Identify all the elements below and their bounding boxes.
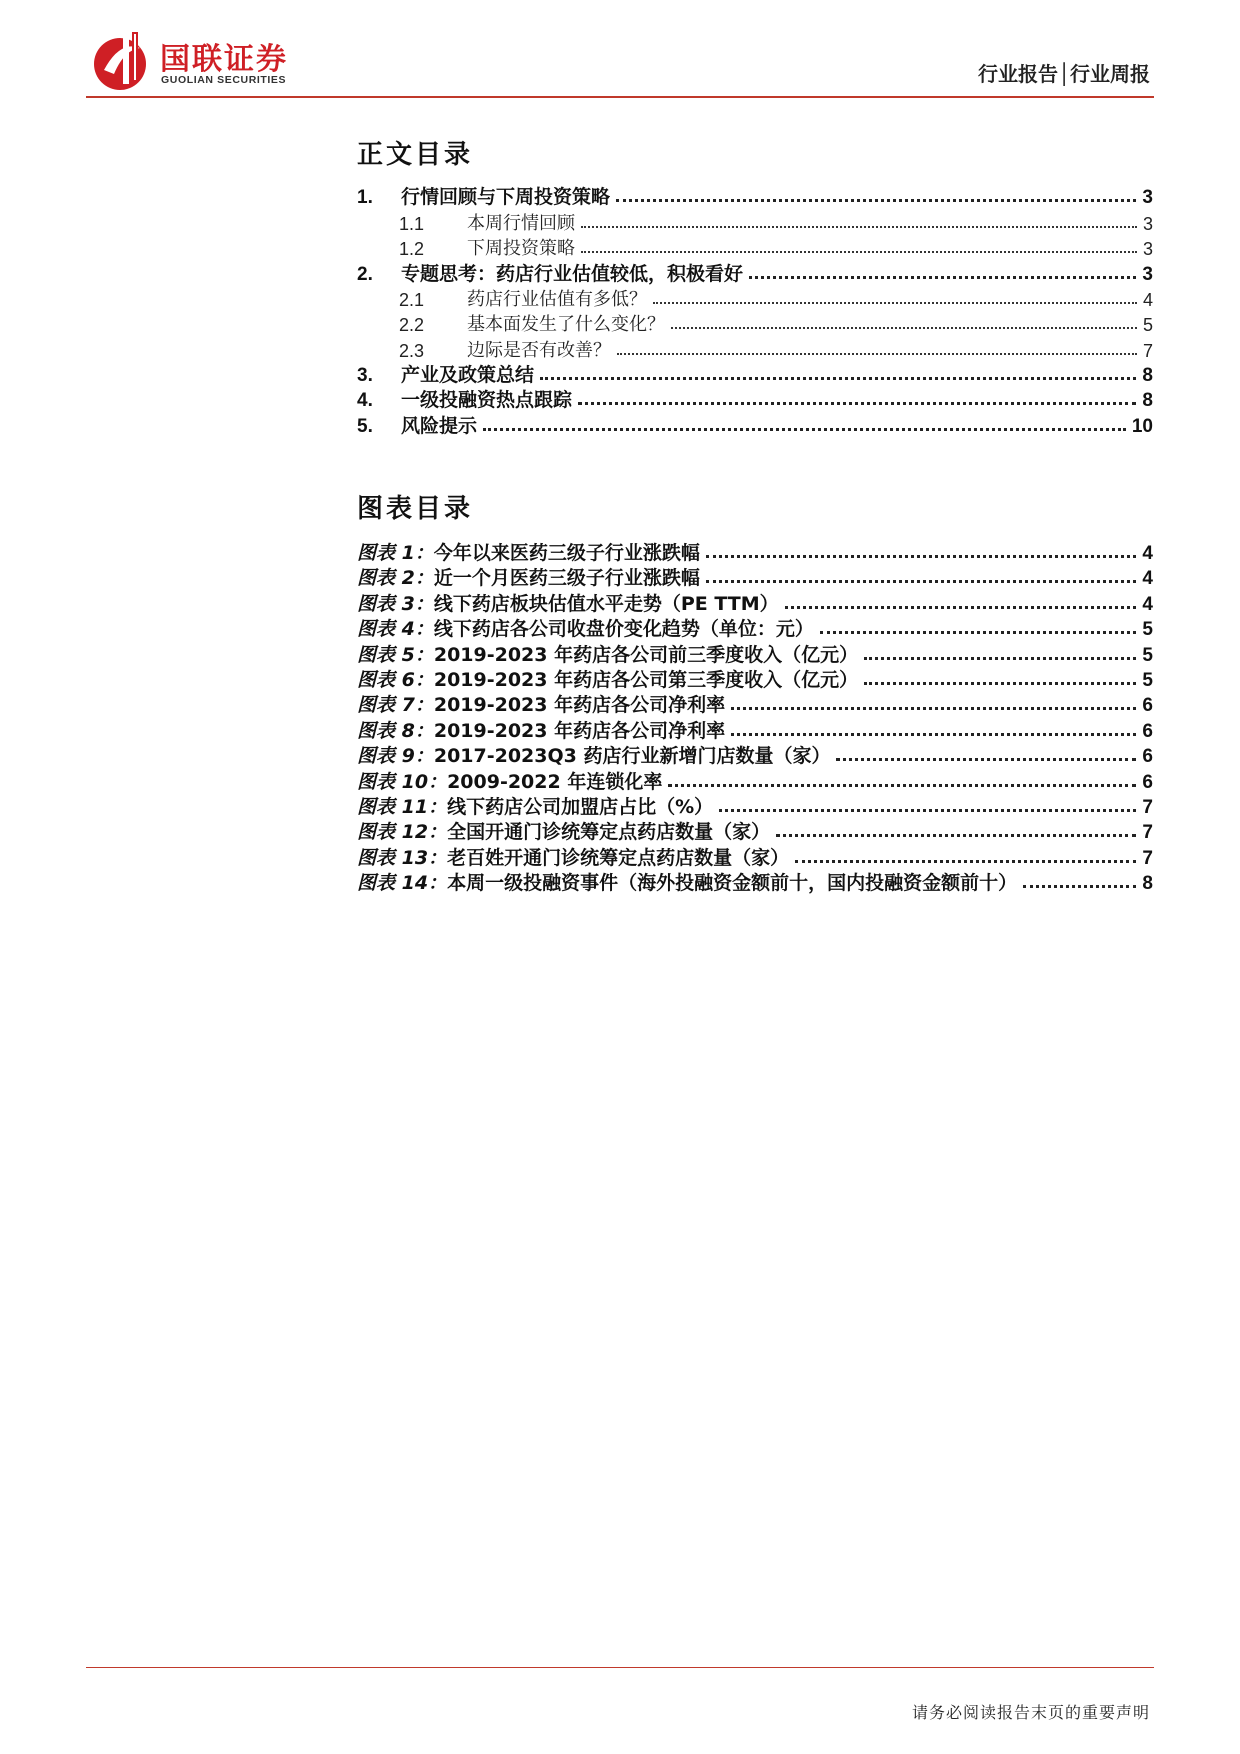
figure-title: 2017-2023Q3 药店行业新增门店数量（家） (433, 745, 831, 768)
figure-leader-dots (706, 580, 1137, 583)
toc-leader-dots (671, 327, 1137, 329)
figure-leader-dots (731, 733, 1136, 736)
toc-number: 1. (357, 187, 373, 208)
figure-entry[interactable] (357, 537, 1153, 565)
toc-entry[interactable] (357, 359, 1153, 387)
toc-leader-dots (616, 199, 1136, 202)
figure-leader-dots (785, 606, 1137, 609)
toc-page-number: 4 (1142, 290, 1153, 310)
figure-page-number: 6 (1142, 695, 1153, 717)
figure-leader-dots (836, 758, 1136, 761)
figure-title: 2019-2023 年药店各公司净利率 (433, 694, 726, 717)
footer-divider (86, 1667, 1154, 1668)
figure-number: 图表 2： (357, 567, 434, 590)
figure-title: 2019-2023 年药店各公司前三季度收入（亿元） (433, 643, 859, 666)
toc-number: 2.3 (399, 341, 425, 361)
toc-page-number: 8 (1142, 365, 1153, 386)
figure-entry[interactable] (357, 664, 1153, 692)
figure-entry[interactable] (357, 639, 1153, 667)
toc-leader-dots (581, 251, 1137, 253)
figure-leader-dots (1023, 885, 1136, 888)
figure-entry[interactable] (357, 715, 1153, 743)
figure-leader-dots (731, 707, 1136, 710)
figure-title: 2009-2022 年连锁化率 (447, 770, 663, 793)
toc-number: 2. (357, 264, 373, 285)
figure-page-number: 5 (1142, 670, 1153, 691)
document-type: 行业报告│行业周报 (977, 62, 1150, 86)
figure-number: 图表 11： (357, 796, 448, 818)
figure-entry[interactable] (357, 816, 1153, 844)
figure-entry[interactable] (357, 791, 1153, 819)
figure-page-number: 4 (1142, 593, 1153, 615)
page-header (0, 0, 1240, 100)
logo-english-name: GUOLIAN SECURITIES (161, 74, 287, 86)
figure-page-number: 7 (1142, 847, 1153, 869)
toc-page-number: 3 (1142, 214, 1153, 234)
figure-number: 图表 12： (357, 821, 448, 844)
figure-title: 本周一级投融资事件（海外投融资金额前十，国内投融资金额前十） (447, 872, 1018, 895)
toc-leader-dots (483, 428, 1126, 431)
toc-number: 1.1 (399, 214, 425, 234)
figure-title: 全国开通门诊统筹定点药店数量（家） (447, 821, 771, 844)
footer-disclaimer: 请务必阅读报告末页的重要声明 (911, 1703, 1150, 1722)
figure-title: 今年以来医药三级子行业涨跌幅 (433, 542, 700, 564)
figure-title: 线下药店各公司收盘价变化趋势（单位：元） (433, 618, 814, 641)
figure-leader-dots (864, 682, 1136, 685)
toc-title: 基本面发生了什么变化？ (467, 314, 665, 335)
figure-page-number: 6 (1142, 771, 1153, 793)
toc-number: 5. (357, 416, 373, 437)
figure-number: 图表 14： (357, 872, 448, 895)
figure-leader-dots (668, 784, 1136, 787)
figure-page-number: 4 (1142, 543, 1153, 564)
toc-entry[interactable] (399, 308, 1153, 336)
toc-number: 1.2 (399, 239, 425, 259)
figure-leader-dots (706, 555, 1137, 558)
toc-entry[interactable] (357, 258, 1153, 286)
figure-title: 线下药店板块估值水平走势（PE TTM） (433, 592, 779, 615)
figure-leader-dots (795, 860, 1136, 863)
figure-page-number: 4 (1142, 568, 1153, 590)
figure-page-number: 7 (1142, 822, 1153, 844)
figure-leader-dots (776, 834, 1136, 837)
toc-entry[interactable] (399, 232, 1153, 260)
toc-entry[interactable] (399, 207, 1153, 235)
toc-page-number: 8 (1142, 390, 1153, 411)
toc-title: 下周投资策略 (467, 238, 575, 259)
figure-page-number: 6 (1142, 720, 1153, 742)
figure-number: 图表 4： (357, 618, 434, 641)
toc-title: 一级投融资热点跟踪 (401, 389, 573, 411)
figure-entry[interactable] (357, 842, 1153, 870)
toc-page-number: 10 (1131, 416, 1153, 437)
toc-title: 边际是否有改善？ (467, 340, 611, 361)
toc-title: 药店行业估值有多低？ (467, 289, 647, 310)
toc-leader-dots (540, 377, 1136, 380)
figure-number: 图表 7： (357, 694, 434, 717)
figure-page-number: 6 (1142, 746, 1153, 768)
toc-entry[interactable] (357, 181, 1153, 209)
logo-mark-icon (90, 30, 150, 92)
figure-title: 老百姓开通门诊统筹定点药店数量（家） (447, 846, 790, 869)
figure-number: 图表 5： (357, 643, 434, 666)
toc-title: 产业及政策总结 (401, 364, 535, 386)
figure-number: 图表 1： (357, 542, 434, 564)
logo-chinese-name: 国联证券 (160, 42, 288, 77)
figure-entry[interactable] (357, 562, 1153, 590)
figure-number: 图表 10： (357, 770, 448, 793)
toc-title: 风险提示 (401, 415, 478, 437)
figure-title: 2019-2023 年药店各公司净利率 (433, 719, 726, 742)
toc-title: 本周行情回顾 (467, 213, 575, 234)
toc-page-number: 3 (1142, 187, 1153, 208)
figure-entry[interactable] (357, 588, 1153, 616)
toc-number: 2.1 (399, 290, 425, 310)
toc-title: 行情回顾与下周投资策略 (401, 186, 611, 208)
toc-page-number: 3 (1142, 239, 1153, 259)
toc-leader-dots (749, 276, 1136, 279)
toc-title: 专题思考：药店行业估值较低，积极看好 (401, 263, 744, 285)
toc-number: 2.2 (399, 315, 425, 335)
figure-number: 图表 9： (357, 745, 434, 768)
figure-entry[interactable] (357, 740, 1153, 768)
figure-entry[interactable] (357, 613, 1153, 641)
figure-leader-dots (719, 809, 1136, 812)
figure-number: 图表 8： (357, 719, 434, 742)
figure-entry[interactable] (357, 766, 1153, 794)
toc-leader-dots (578, 402, 1136, 405)
toc-leader-dots (653, 302, 1137, 304)
figure-number: 图表 3： (357, 592, 434, 615)
toc-page-number: 7 (1142, 341, 1153, 361)
figures-heading: 图表目录 (357, 494, 474, 524)
company-logo (90, 30, 350, 92)
figure-number: 图表 6： (357, 669, 434, 691)
figure-leader-dots (864, 657, 1136, 660)
figure-entry[interactable] (357, 867, 1153, 895)
toc-leader-dots (617, 353, 1137, 355)
toc-entry[interactable] (357, 384, 1153, 412)
figure-number: 图表 13： (357, 846, 448, 869)
toc-entry[interactable] (399, 334, 1153, 362)
toc-page-number: 5 (1142, 315, 1153, 335)
figure-title: 近一个月医药三级子行业涨跌幅 (433, 567, 700, 590)
figure-page-number: 7 (1142, 797, 1153, 818)
toc-page-number: 3 (1142, 264, 1153, 285)
figure-entry[interactable] (357, 689, 1153, 717)
toc-heading: 正文目录 (357, 140, 474, 170)
figure-page-number: 5 (1142, 644, 1153, 666)
toc-leader-dots (581, 226, 1137, 228)
toc-number: 4. (357, 390, 373, 411)
toc-entry[interactable] (399, 283, 1153, 311)
toc-number: 3. (357, 365, 373, 386)
figure-title: 线下药店公司加盟店占比（%） (447, 796, 714, 818)
figure-title: 2019-2023 年药店各公司第三季度收入（亿元） (433, 669, 859, 691)
figure-page-number: 8 (1142, 873, 1153, 895)
toc-entry[interactable] (357, 410, 1153, 438)
figure-page-number: 5 (1142, 619, 1153, 641)
header-divider (86, 96, 1154, 98)
figure-leader-dots (820, 631, 1137, 634)
